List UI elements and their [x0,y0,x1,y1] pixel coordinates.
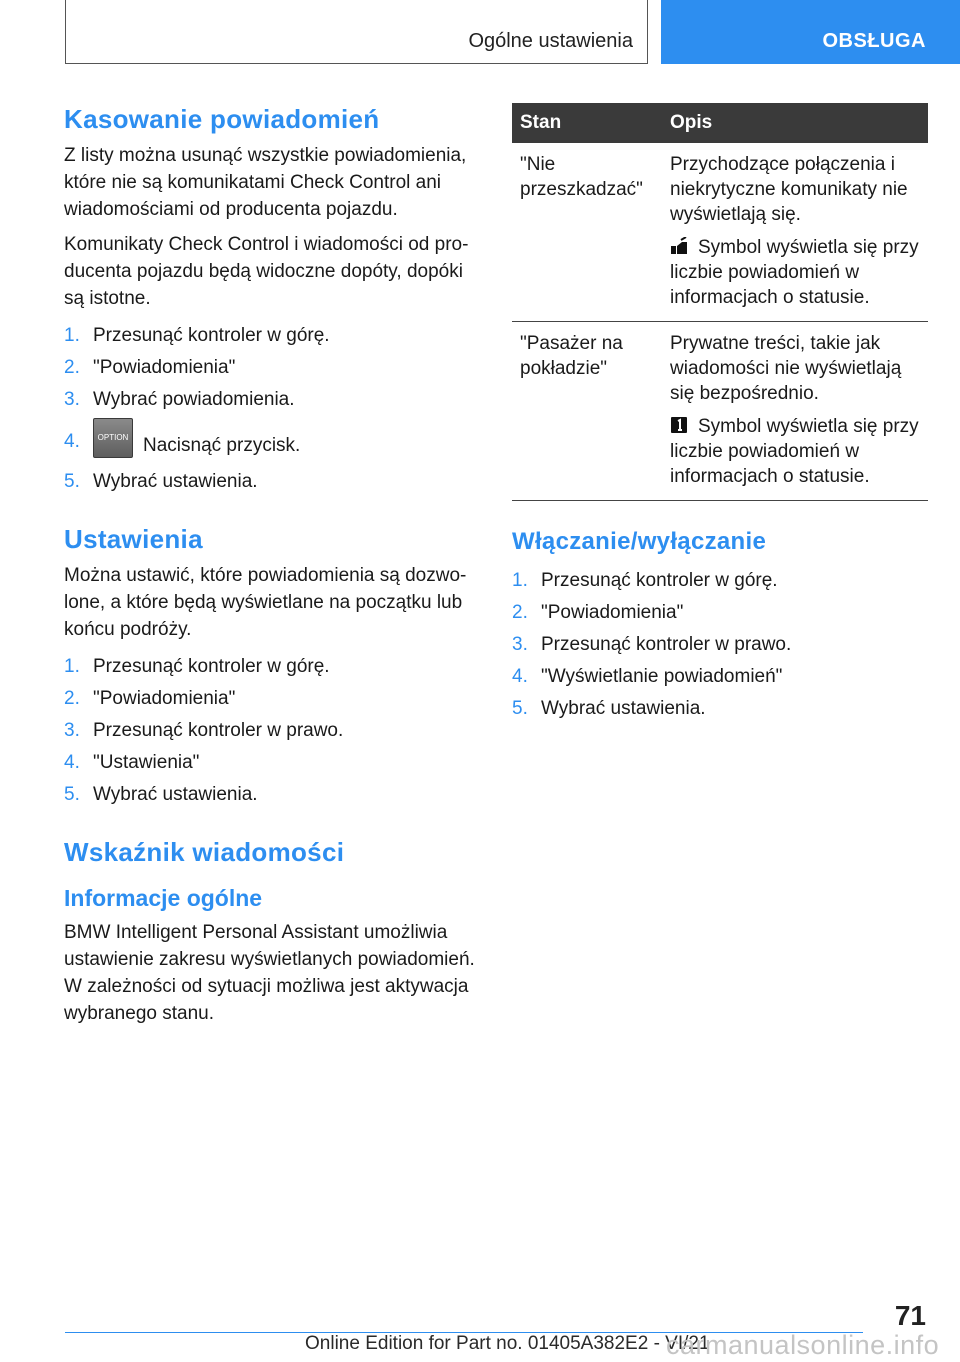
steps-list-settings [64,651,482,811]
step-text: Wybrać ustawienia. [93,784,258,805]
step-item [64,466,482,498]
step-text: "Powiadomienia" [93,688,236,709]
step-text: Wybrać ustawienia. [541,698,706,719]
step-text: Wybrać ustawienia. [93,471,258,492]
table-cell-description [662,143,928,322]
step-item [64,651,482,683]
section-title-on-off: Włączanie/wyłączanie [512,528,767,555]
paragraph: BMW Intelligent Personal Assistant umożliwia ustawienie zakresu wyświetlanych powiadomień. W zależności od sytuacji możliwa jest aktywacja wybranego stanu. [64,922,475,1024]
steps-list-delete [64,320,482,498]
description-symbol-label: Symbol wyświetla się przy liczbie powiadomień w informacjach o statusie. [670,416,919,487]
step-text: "Ustawienia" [93,752,200,773]
table-row [512,143,928,322]
step-text: "Powiadomienia" [541,602,684,623]
header-section-box [65,0,648,64]
section-title-delete-notifications: Kasowanie powiadomień [64,104,380,134]
paragraph: Można ustawić, które powiadomienia są dozwolone, a które będą wyświetlane na początku lub końcu podróży. [64,565,467,640]
step-text: "Wyświetlanie powiadomień" [541,666,783,687]
step-number: 1. [64,325,80,346]
step-item [64,426,482,466]
table-cell-description [662,322,928,501]
step-number: 1. [512,570,528,591]
option-button-icon: OPTION [93,418,133,458]
description-text: Przychodzące połączenia i niekrytyczne komunikaty nie wyświetlają się. [670,154,908,225]
step-item [512,629,928,661]
step-text: Wybrać powiadomienia. [93,389,295,410]
table-cell-state: "Pasażer na pokładzie" [512,322,662,501]
step-item [64,683,482,715]
step-text: Przesunąć kontroler w prawo. [541,634,792,655]
step-number: 5. [64,471,80,492]
step-number: 1. [64,656,80,677]
do-not-disturb-icon [670,237,688,255]
page-number: 71 [894,1300,926,1331]
step-number: 4. [64,752,80,773]
section-title-message-indicator: Wskaźnik wiadomości [64,837,345,867]
step-number: 2. [512,602,528,623]
section-title-settings: Ustawienia [64,524,203,554]
step-text: Nacisnąć przycisk. [143,435,301,457]
step-item [512,693,928,725]
step-item [512,565,928,597]
step-item [64,352,482,384]
description-symbol-label: Symbol wyświetla się przy liczbie powiadomień w informacjach o statusie. [670,237,919,308]
step-number: 3. [64,720,80,741]
step-item [512,597,928,629]
description-symbol-text [670,235,920,310]
step-number: 4. [64,431,80,452]
step-item [64,779,482,811]
table-cell-state: "Nie przeszkadzać" [512,143,662,322]
step-item [64,384,482,416]
step-number: 3. [64,389,80,410]
subsection-title-general-info: Informacje ogólne [64,885,263,911]
table-row [512,322,928,501]
right-column [512,103,928,725]
paragraph: Z listy można usunąć wszystkie powiadomienia, które nie są komunikatami Check Control ani wiadomościami od producenta pojazdu. [64,145,467,220]
step-text: Przesunąć kontroler w górę. [541,570,778,591]
table-header-state: Stan [512,103,662,143]
header-chapter-tab [661,0,960,64]
watermark: carmanualsonline.info [666,1330,940,1360]
steps-list-on-off [512,565,928,725]
passenger-icon [670,416,688,434]
step-number: 3. [512,634,528,655]
step-text: Przesunąć kontroler w górę. [93,325,330,346]
step-number: 4. [512,666,528,687]
description-symbol-text [670,414,920,489]
footer-edition-text: Online Edition for Part no. 01405A382E2 - VI/21 [305,1333,710,1354]
step-text: Przesunąć kontroler w prawo. [93,720,344,741]
step-number: 5. [512,698,528,719]
step-item [64,747,482,779]
table-header-description: Opis [662,103,928,143]
description-text: Prywatne treści, takie jak wiadomości nie wyświetlają się bezpośrednio. [670,333,902,404]
step-number: 2. [64,357,80,378]
left-column [64,102,482,1035]
status-table [512,103,928,501]
step-item [512,661,928,693]
header-section-title: Ogólne ustawienia [468,30,633,52]
step-item [64,320,482,352]
step-number: 2. [64,688,80,709]
step-text: "Powiadomienia" [93,357,236,378]
header-chapter-label: OBSŁUGA [822,30,926,52]
table-header-row [512,103,928,143]
paragraph: Komunikaty Check Control i wiadomości od producenta pojazdu będą widoczne dopóty, dopóki są istotne. [64,234,469,309]
step-item [64,715,482,747]
step-number: 5. [64,784,80,805]
step-text: Przesunąć kontroler w górę. [93,656,330,677]
